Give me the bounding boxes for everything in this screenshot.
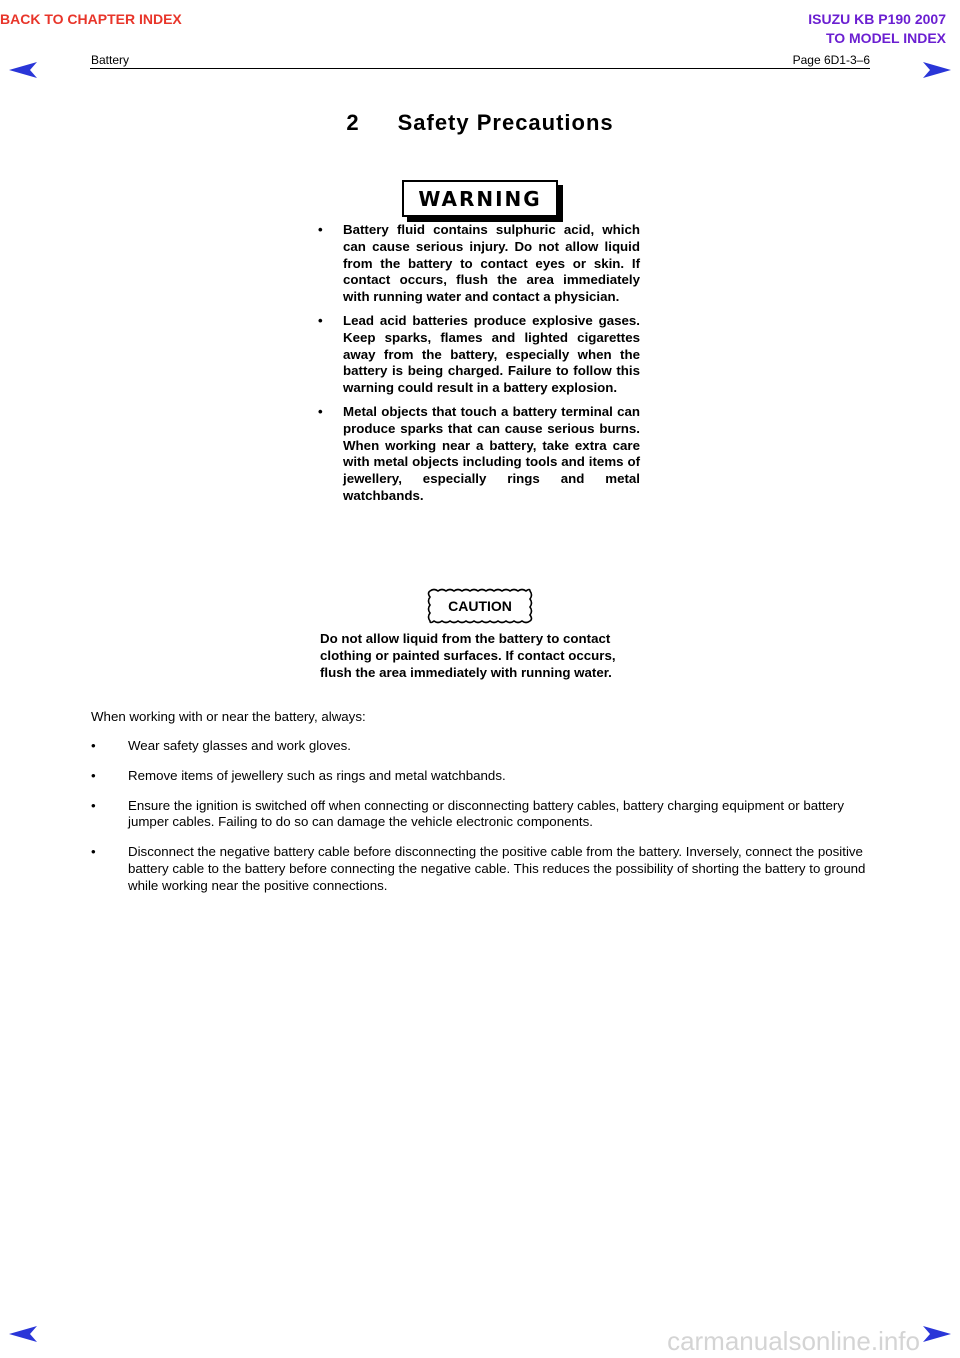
back-to-chapter-index-link[interactable]: BACK TO CHAPTER INDEX: [0, 11, 182, 27]
header-page-number: Page 6D1-3–6: [792, 53, 870, 67]
list-item: • Ensure the ignition is switched off when connecting or disconnecting battery cables, battery charging equipment or battery jumper cables. Failing to do so can damage the vehicle electronic components.: [91, 797, 844, 830]
intro-text: When working with or near the battery, always:: [91, 709, 366, 724]
header-section-name: Battery: [91, 53, 130, 67]
model-title-link[interactable]: ISUZU KB P190 2007: [808, 11, 946, 27]
caution-text: Do not allow liquid from the battery to contact clothing or painted surfaces. If contact occurs, flush the area immediately with running water.: [320, 631, 616, 680]
header-rule: [90, 68, 870, 69]
caution-badge: CAUTION: [448, 598, 512, 614]
list-item: • Disconnect the negative battery cable before disconnecting the positive cable from the battery. Inversely, connect the positive battery cable to the battery before connecting the negative cable. This reduces the possibility of shorting the battery to ground while working near the positive connections.: [91, 844, 866, 893]
section-title: [0, 110, 960, 136]
section-title-text: Safety Precautions: [397, 110, 614, 135]
warning-item: • Metal objects that touch a battery terminal can produce sparks that can cause serious burns. When working near a battery, take extra care with metal objects including tools and items of jewellery, especially rings and metal watchbands.: [318, 403, 640, 503]
bullet-icon: •: [91, 738, 96, 753]
bullet-icon: •: [318, 403, 323, 419]
model-index-link[interactable]: TO MODEL INDEX: [825, 30, 946, 46]
previous-page-arrow-icon[interactable]: [8, 60, 38, 80]
bullet-icon: •: [318, 222, 323, 237]
warning-item: • Battery fluid contains sulphuric acid, which can cause serious injury. Do not allow liquid from the battery to contact eyes or skin. If contact occurs, flush the area immediately with running water and contact a physician.: [318, 222, 640, 305]
previous-page-arrow-icon-bottom[interactable]: [8, 1324, 38, 1344]
warning-item: • Lead acid batteries produce explosive gases. Keep sparks, flames and lighted cigarettes away from the battery, especially when the battery is being charged. Failure to follow this warning could result in a battery explosion.: [318, 312, 640, 396]
bullet-icon: •: [318, 312, 323, 328]
warning-list: [318, 222, 640, 512]
next-page-arrow-icon[interactable]: [922, 60, 952, 80]
next-page-arrow-icon-bottom[interactable]: [922, 1324, 952, 1344]
section-number: 2: [346, 110, 360, 135]
list-item: • Wear safety glasses and work gloves.: [91, 738, 351, 753]
precaution-list: [91, 738, 881, 908]
watermark: carmanualsonline.info: [667, 1326, 920, 1356]
list-item: • Remove items of jewellery such as rings and metal watchbands.: [91, 767, 506, 783]
bullet-icon: •: [91, 844, 96, 860]
bullet-icon: •: [91, 767, 96, 783]
bullet-icon: •: [91, 797, 96, 813]
warning-badge: WARNING: [402, 180, 558, 217]
